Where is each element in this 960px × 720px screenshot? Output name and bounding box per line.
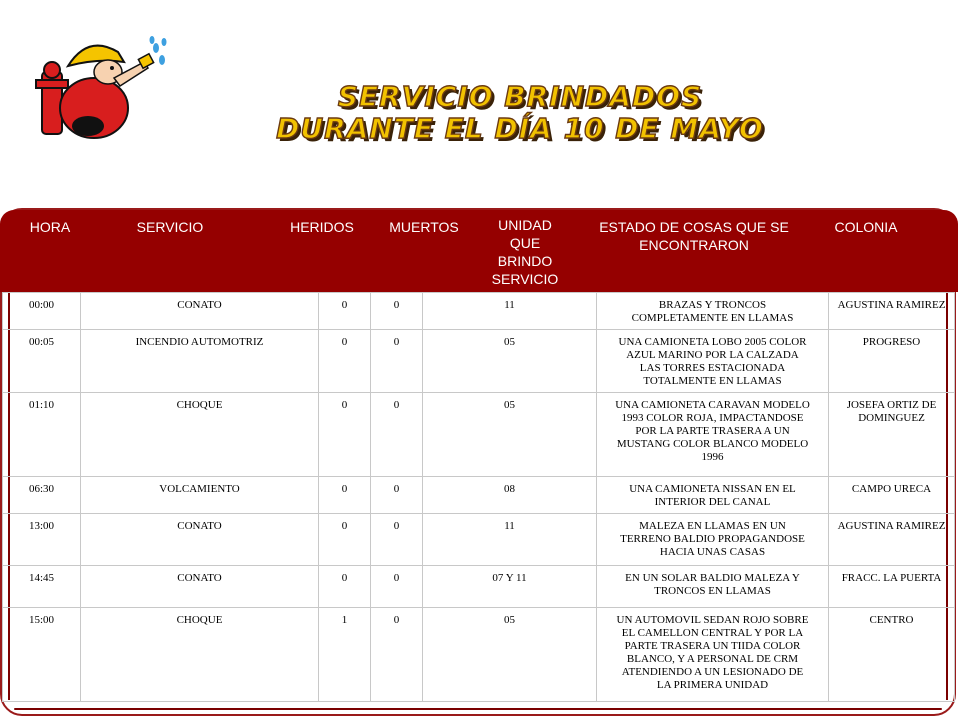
cell-estado: UNA CAMIONETA LOBO 2005 COLOR AZUL MARINO POR LA CALZADA LAS TORRES ESTACIONADA TOTALMENTE EN LLAMAS	[597, 330, 829, 393]
cell-hora: 00:00	[3, 293, 81, 330]
cell-unidad: 05	[423, 393, 597, 477]
cell-servicio: CHOQUE	[81, 393, 319, 477]
header-hora: HORA	[29, 219, 71, 235]
table-row	[3, 514, 955, 566]
cell-colonia: AGUSTINA RAMIREZ	[829, 514, 955, 566]
cell-muertos: 0	[371, 566, 423, 608]
header-unidad: UNIDAD	[498, 217, 552, 233]
cell-heridos: 0	[319, 477, 371, 514]
cell-estado: BRAZAS Y TRONCOS COMPLETAMENTE EN LLAMAS	[597, 293, 829, 330]
cell-muertos: 0	[371, 393, 423, 477]
cell-servicio: CONATO	[81, 293, 319, 330]
cell-unidad: 05	[423, 608, 597, 702]
cell-servicio: CONATO	[81, 514, 319, 566]
cell-colonia: FRACC. LA PUERTA	[829, 566, 955, 608]
cell-estado: UNA CAMIONETA CARAVAN MODELO 1993 COLOR ROJA, IMPACTANDOSE POR LA PARTE TRASERA A UN MUSTANG COLOR BLANCO MODELO 1996	[597, 393, 829, 477]
cell-colonia: JOSEFA ORTIZ DE DOMINGUEZ	[829, 393, 955, 477]
cell-heridos: 0	[319, 293, 371, 330]
table-row	[3, 566, 955, 608]
cell-estado: MALEZA EN LLAMAS EN UN TERRENO BALDIO PROPAGANDOSE HACIA UNAS CASAS	[597, 514, 829, 566]
header-heridos: HERIDOS	[290, 219, 354, 235]
cell-hora: 13:00	[3, 514, 81, 566]
cell-unidad: 05	[423, 330, 597, 393]
table-row	[3, 608, 955, 702]
header-colonia: COLONIA	[834, 219, 898, 235]
page-title-line2: DURANTE EL DÍA 10 DE MAYO	[276, 112, 764, 145]
cell-servicio: CONATO	[81, 566, 319, 608]
header-muertos: MUERTOS	[389, 219, 459, 235]
table-header-band	[0, 210, 958, 292]
cell-heridos: 0	[319, 393, 371, 477]
cell-unidad: 08	[423, 477, 597, 514]
table-row	[3, 477, 955, 514]
page-title-line1: SERVICIO BRINDADOS	[337, 80, 703, 113]
cell-unidad: 11	[423, 293, 597, 330]
cell-servicio: CHOQUE	[81, 608, 319, 702]
cell-muertos: 0	[371, 330, 423, 393]
cell-heridos: 0	[319, 330, 371, 393]
cell-colonia: PROGRESO	[829, 330, 955, 393]
cell-colonia: AGUSTINA RAMIREZ	[829, 293, 955, 330]
cell-muertos: 0	[371, 608, 423, 702]
cell-servicio: VOLCAMIENTO	[81, 477, 319, 514]
frame-inner-bottom	[14, 708, 942, 710]
header-estado: ESTADO DE COSAS QUE SE ENCONTRARON	[599, 219, 789, 253]
header-servicio: SERVICIO	[136, 219, 204, 235]
cell-hora: 15:00	[3, 608, 81, 702]
cell-colonia: CAMPO URECA	[829, 477, 955, 514]
cell-muertos: 0	[371, 293, 423, 330]
services-table-wrap	[2, 292, 954, 702]
table-row	[3, 330, 955, 393]
cell-estado: EN UN SOLAR BALDIO MALEZA Y TRONCOS EN LLAMAS	[597, 566, 829, 608]
cell-unidad: 11	[423, 514, 597, 566]
cell-muertos: 0	[371, 477, 423, 514]
cell-muertos: 0	[371, 514, 423, 566]
table-row	[3, 293, 955, 330]
cell-estado: UNA CAMIONETA NISSAN EN EL INTERIOR DEL CANAL	[597, 477, 829, 514]
table-row	[3, 393, 955, 477]
cell-heridos: 1	[319, 608, 371, 702]
header-unidad-sub: QUE BRINDO SERVICIO	[491, 235, 559, 287]
cell-hora: 00:05	[3, 330, 81, 393]
cell-estado: UN AUTOMOVIL SEDAN ROJO SOBRE EL CAMELLON CENTRAL Y POR LA PARTE TRASERA UN TIIDA COLOR BLANCO, Y A PERSONAL DE CRM ATENDIENDO A UN LESIONADO DE LA PRIMERA UNIDAD	[597, 608, 829, 702]
cell-hora: 06:30	[3, 477, 81, 514]
cell-hora: 14:45	[3, 566, 81, 608]
cell-colonia: CENTRO	[829, 608, 955, 702]
services-table	[2, 292, 955, 702]
cell-servicio: INCENDIO AUTOMOTRIZ	[81, 330, 319, 393]
cell-heridos: 0	[319, 514, 371, 566]
cell-heridos: 0	[319, 566, 371, 608]
cell-hora: 01:10	[3, 393, 81, 477]
cell-unidad: 07 Y 11	[423, 566, 597, 608]
